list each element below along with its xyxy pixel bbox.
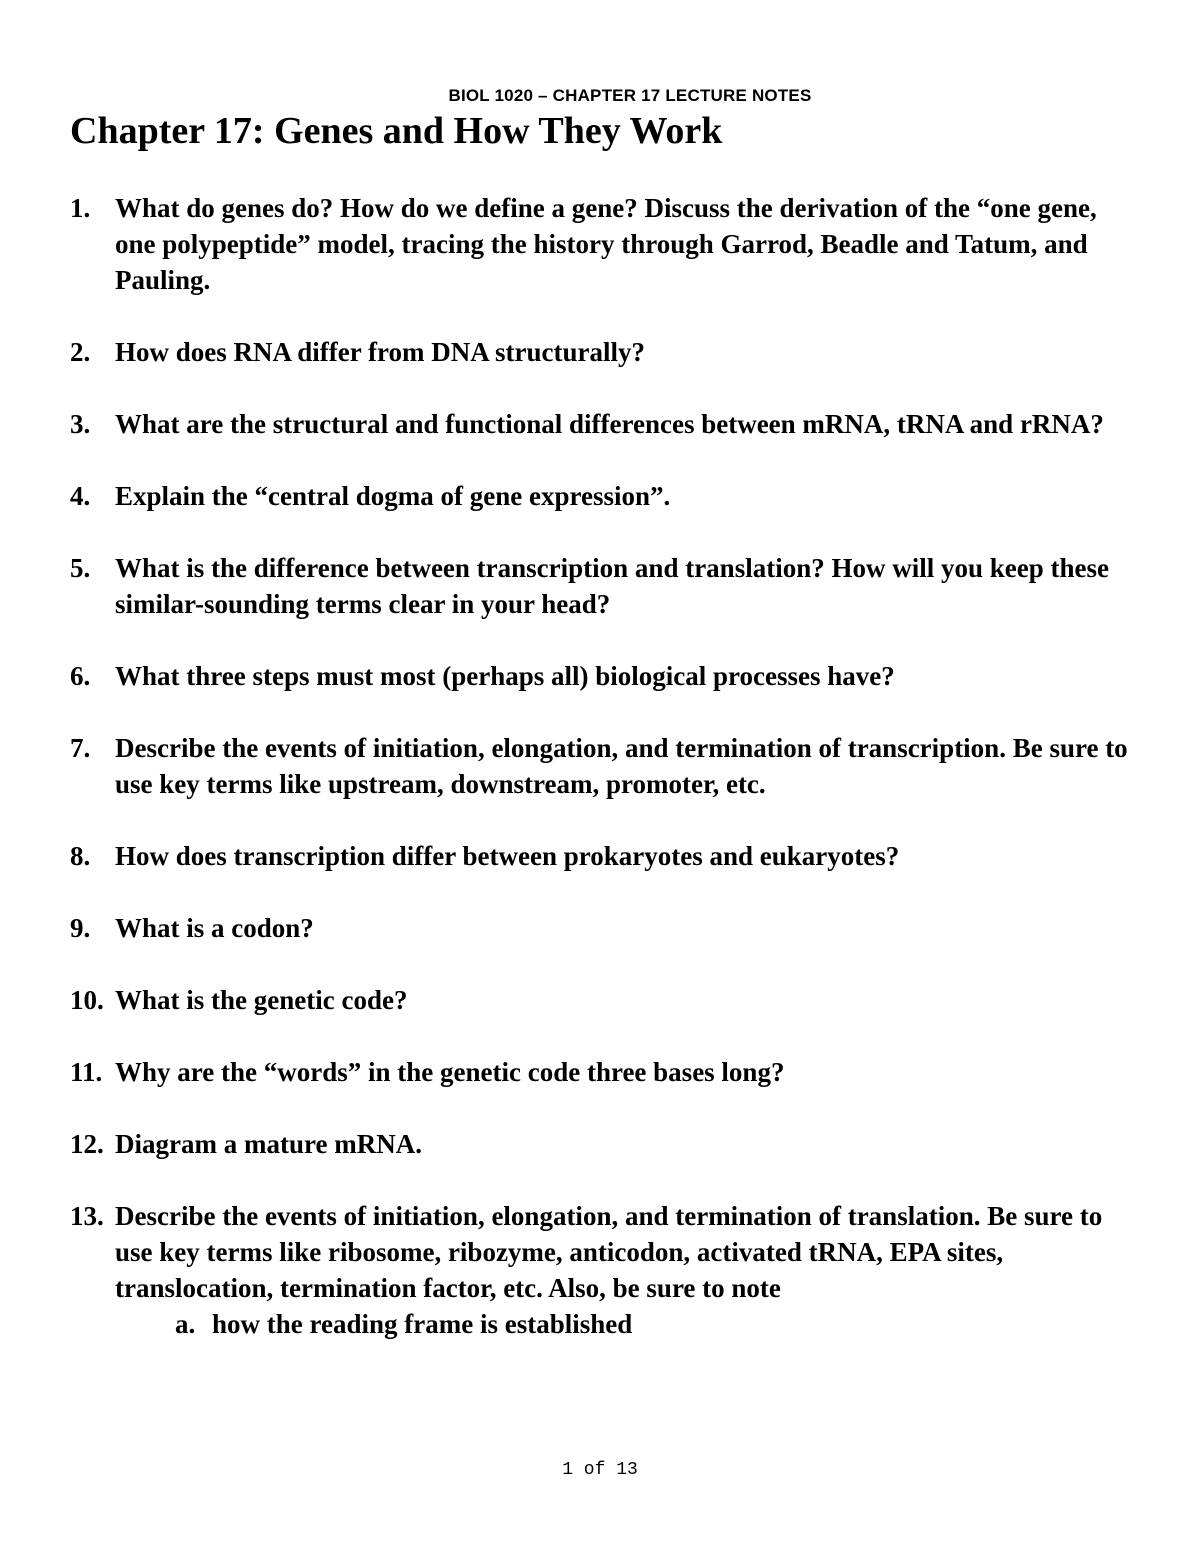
sub-question-letter: a. [175,1309,196,1339]
question-text: What three steps must most (perhaps all) biological processes have? [115,661,895,691]
question-text: What is a codon? [115,913,314,943]
question-item [70,190,1140,298]
question-number: 5. [70,553,91,583]
question-item [70,1198,1140,1342]
chapter-title: Chapter 17: Genes and How They Work [70,110,723,152]
question-number: 9. [70,913,91,943]
question-item [70,550,1140,622]
question-number: 8. [70,841,91,871]
question-item [70,1054,1140,1090]
question-number: 13. [70,1201,104,1231]
question-text: Describe the events of initiation, elongation, and termination of translation. Be sure to use key terms like ribosome, ribozyme, anticodon, activated tRNA, EPA sites, translocation, termination factor, etc. Also, be sure to note [115,1201,1103,1303]
question-text: What is the genetic code? [115,985,408,1015]
page-number: 1 of 13 [562,1460,638,1480]
question-text: What are the structural and functional differences between mRNA, tRNA and rRNA? [115,409,1104,439]
question-text: Describe the events of initiation, elongation, and termination of transcription. Be sure to use key terms like upstream, downstream, promoter, etc. [115,733,1128,799]
question-number: 1. [70,193,91,223]
question-item [70,478,1140,514]
question-item [70,334,1140,370]
question-text: What do genes do? How do we define a gene? Discuss the derivation of the “one gene, one polypeptide” model, tracing the history through Garrod, Beadle and Tatum, and Pauling. [115,193,1097,295]
question-item [70,406,1140,442]
question-item [70,1126,1140,1162]
sub-question-text: how the reading frame is established [212,1309,633,1339]
question-number: 10. [70,985,104,1015]
question-text: What is the difference between transcription and translation? How will you keep these similar-sounding terms clear in your head? [115,553,1109,619]
question-item [70,730,1140,802]
question-text: Why are the “words” in the genetic code three bases long? [115,1057,785,1087]
question-number: 3. [70,409,91,439]
question-number: 12. [70,1129,104,1159]
question-number: 11. [70,1057,103,1087]
question-number: 4. [70,481,91,511]
question-text: Diagram a mature mRNA. [115,1129,422,1159]
question-text: How does transcription differ between prokaryotes and eukaryotes? [115,841,900,871]
question-number: 2. [70,337,91,367]
question-item [70,838,1140,874]
question-item [70,658,1140,694]
question-text: How does RNA differ from DNA structurally? [115,337,645,367]
question-number: 6. [70,661,91,691]
question-item [70,910,1140,946]
question-list [70,190,1140,1378]
sub-question-item [115,1306,1140,1342]
running-header: BIOL 1020 – CHAPTER 17 LECTURE NOTES [448,86,812,105]
question-item [70,982,1140,1018]
sub-question-list [115,1306,1140,1342]
question-text: Explain the “central dogma of gene expression”. [115,481,671,511]
question-number: 7. [70,733,91,763]
